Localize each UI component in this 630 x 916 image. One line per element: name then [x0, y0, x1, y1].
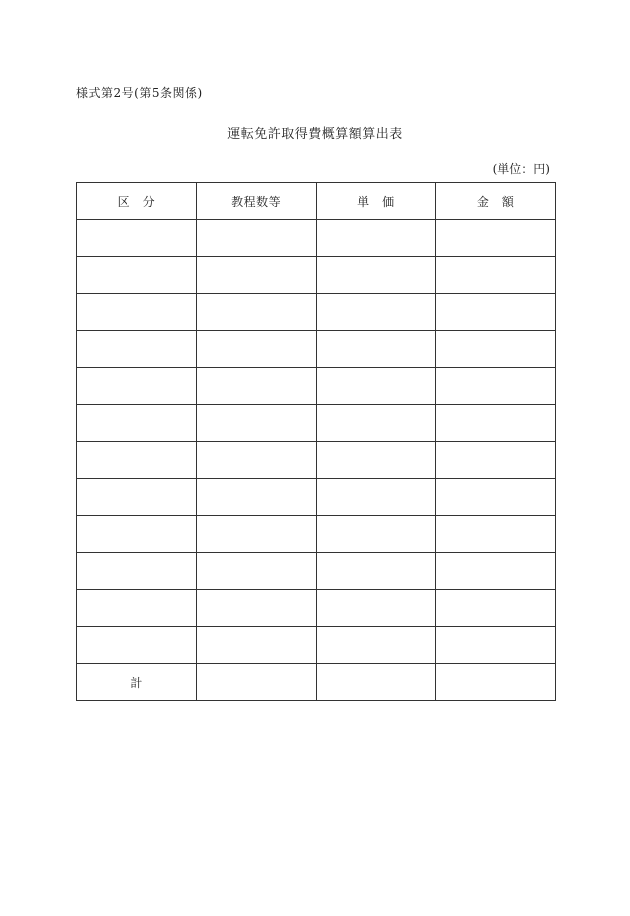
amount-cell — [436, 294, 556, 331]
table-row — [77, 627, 556, 664]
form-number: 様式第2号(第5条関係) — [76, 86, 203, 100]
unit-price-cell — [316, 627, 436, 664]
category-cell — [77, 368, 197, 405]
table-row — [77, 331, 556, 368]
total-label: 計 — [77, 664, 197, 701]
amount-cell — [436, 405, 556, 442]
amount-cell — [436, 479, 556, 516]
total-unit-price-cell — [316, 664, 436, 701]
header-unit-price: 単 価 — [316, 183, 436, 220]
amount-cell — [436, 331, 556, 368]
unit-price-cell — [316, 479, 436, 516]
lesson-count-cell — [196, 516, 316, 553]
amount-cell — [436, 627, 556, 664]
table-row — [77, 405, 556, 442]
lesson-count-cell — [196, 405, 316, 442]
table-row — [77, 516, 556, 553]
unit-price-cell — [316, 331, 436, 368]
category-cell — [77, 479, 197, 516]
table-header-row — [77, 183, 556, 220]
category-cell — [77, 590, 197, 627]
unit-price-cell — [316, 442, 436, 479]
lesson-count-cell — [196, 294, 316, 331]
unit-price-cell — [316, 220, 436, 257]
table-row — [77, 442, 556, 479]
estimate-table — [76, 182, 556, 701]
lesson-count-cell — [196, 368, 316, 405]
unit-note: (単位：円) — [492, 162, 550, 176]
lesson-count-cell — [196, 257, 316, 294]
amount-cell — [436, 516, 556, 553]
total-lesson-count-cell — [196, 664, 316, 701]
amount-cell — [436, 257, 556, 294]
unit-price-cell — [316, 294, 436, 331]
table-row — [77, 257, 556, 294]
table-body — [77, 220, 556, 664]
total-amount-cell — [436, 664, 556, 701]
total-row — [77, 664, 556, 701]
unit-price-cell — [316, 257, 436, 294]
table-row — [77, 590, 556, 627]
unit-price-cell — [316, 405, 436, 442]
category-cell — [77, 442, 197, 479]
table-row — [77, 553, 556, 590]
lesson-count-cell — [196, 553, 316, 590]
unit-price-cell — [316, 368, 436, 405]
header-amount: 金 額 — [436, 183, 556, 220]
document-title: 運転免許取得費概算額算出表 — [227, 127, 403, 142]
amount-cell — [436, 590, 556, 627]
category-cell — [77, 627, 197, 664]
category-cell — [77, 553, 197, 590]
amount-cell — [436, 442, 556, 479]
amount-cell — [436, 553, 556, 590]
unit-price-cell — [316, 516, 436, 553]
amount-cell — [436, 220, 556, 257]
header-lesson-count: 教程数等 — [196, 183, 316, 220]
table-row — [77, 479, 556, 516]
lesson-count-cell — [196, 442, 316, 479]
lesson-count-cell — [196, 479, 316, 516]
unit-price-cell — [316, 553, 436, 590]
lesson-count-cell — [196, 590, 316, 627]
category-cell — [77, 405, 197, 442]
category-cell — [77, 331, 197, 368]
unit-price-cell — [316, 590, 436, 627]
lesson-count-cell — [196, 220, 316, 257]
category-cell — [77, 294, 197, 331]
lesson-count-cell — [196, 627, 316, 664]
table-row — [77, 220, 556, 257]
amount-cell — [436, 368, 556, 405]
lesson-count-cell — [196, 331, 316, 368]
category-cell — [77, 516, 197, 553]
category-cell — [77, 220, 197, 257]
table-row — [77, 368, 556, 405]
category-cell — [77, 257, 197, 294]
table-row — [77, 294, 556, 331]
header-category: 区 分 — [77, 183, 197, 220]
